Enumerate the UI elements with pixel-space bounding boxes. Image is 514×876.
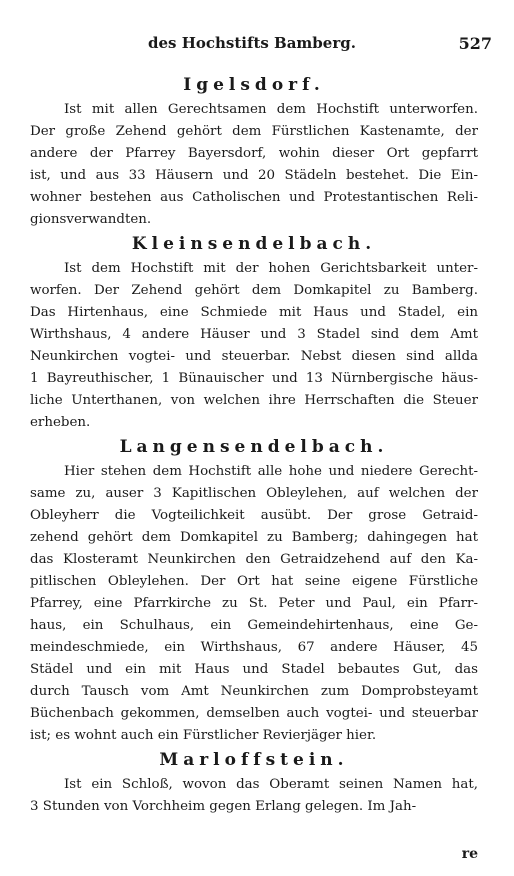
section-paragraph (30, 461, 478, 747)
text-line: ist; es wohnt auch ein Fürstlicher Revierjäger hier. (30, 728, 377, 743)
text-line: 1 Bayreuthischer, 1 Bünauischer und 13 Nürnbergische häus- (30, 371, 478, 386)
catchword: re (461, 846, 478, 862)
text-line: Obleyherr die Vogteilichkeit ausübt. Der grose Getraid- (30, 508, 478, 523)
section-paragraph (30, 99, 478, 231)
text-line: Der große Zehend gehört dem Fürstlichen Kastenamte, der (30, 124, 478, 139)
text-line: pitlischen Obleylehen. Der Ort hat seine eigene Fürstliche (30, 574, 478, 589)
section-heading: Langensendelbach. (119, 437, 389, 457)
text-line: same zu, auser 3 Kapitlischen Obleylehen, auf welchen der (30, 486, 478, 501)
text-line: liche Unterthanen, von welchen ihre Herrschaften die Steuer (30, 393, 478, 408)
text-line: Pfarrey, eine Pfarrkirche zu St. Peter und Paul, ein Pfarr- (30, 596, 478, 611)
text-line: wohner bestehen aus Catholischen und Protestantischen Reli- (30, 190, 478, 205)
text-line: meindeschmiede, ein Wirthshaus, 67 andere Häuser, 45 (30, 640, 478, 655)
text-line: ist, und aus 33 Häusern und 20 Städeln bestehet. Die Ein- (30, 168, 478, 183)
text-line: haus, ein Schulhaus, ein Gemeindehirtenhaus, eine Ge- (30, 618, 478, 633)
section-heading: Marloffstein. (159, 750, 349, 770)
text-line: Wirthshaus, 4 andere Häuser und 3 Stadel sind dem Amt (30, 327, 478, 342)
section-paragraph (30, 258, 478, 434)
running-title: des Hochstifts Bamberg. (148, 34, 356, 52)
page-body (30, 72, 478, 818)
page-number: 527 (458, 34, 492, 53)
text-line: Büchenbach gekommen, demselben auch vogtei- und steuerbar (30, 706, 478, 721)
text-line: Ist ein Schloß, wovon das Oberamt seinen Namen hat, (64, 777, 478, 792)
text-line: Ist dem Hochstift mit der hohen Gerichtsbarkeit unter- (64, 261, 478, 276)
text-line: Städel und ein mit Haus und Stadel bebautes Gut, das (30, 662, 478, 677)
text-line: zehend gehört dem Domkapitel zu Bamberg; dahingegen hat (30, 530, 478, 545)
text-line: das Klosteramt Neunkirchen den Getraidzehend auf den Ka- (30, 552, 478, 567)
text-line: erheben. (30, 415, 91, 430)
text-line: Hier stehen dem Hochstift alle hohe und niedere Gerecht- (64, 464, 478, 479)
text-line: Ist mit allen Gerechtsamen dem Hochstift unterworfen. (64, 102, 478, 117)
section-heading: Igelsdorf. (183, 75, 325, 95)
section-paragraph (30, 774, 478, 818)
text-line: Neunkirchen vogtei- und steuerbar. Nebst diesen sind allda (30, 349, 478, 364)
text-line: gionsverwandten. (30, 212, 152, 227)
section-heading: Kleinsendelbach. (131, 234, 377, 254)
text-line: worfen. Der Zehend gehört dem Domkapitel zu Bamberg. (30, 283, 478, 298)
text-line: andere der Pfarrey Bayersdorf, wohin dieser Ort gepfarrt (30, 146, 478, 161)
text-line: 3 Stunden von Vorchheim gegen Erlang gelegen. Im Jah- (30, 799, 417, 814)
text-line: durch Tausch vom Amt Neunkirchen zum Domprobsteyamt (30, 684, 478, 699)
text-line: Das Hirtenhaus, eine Schmiede mit Haus und Stadel, ein (30, 305, 478, 320)
running-head (30, 34, 492, 60)
